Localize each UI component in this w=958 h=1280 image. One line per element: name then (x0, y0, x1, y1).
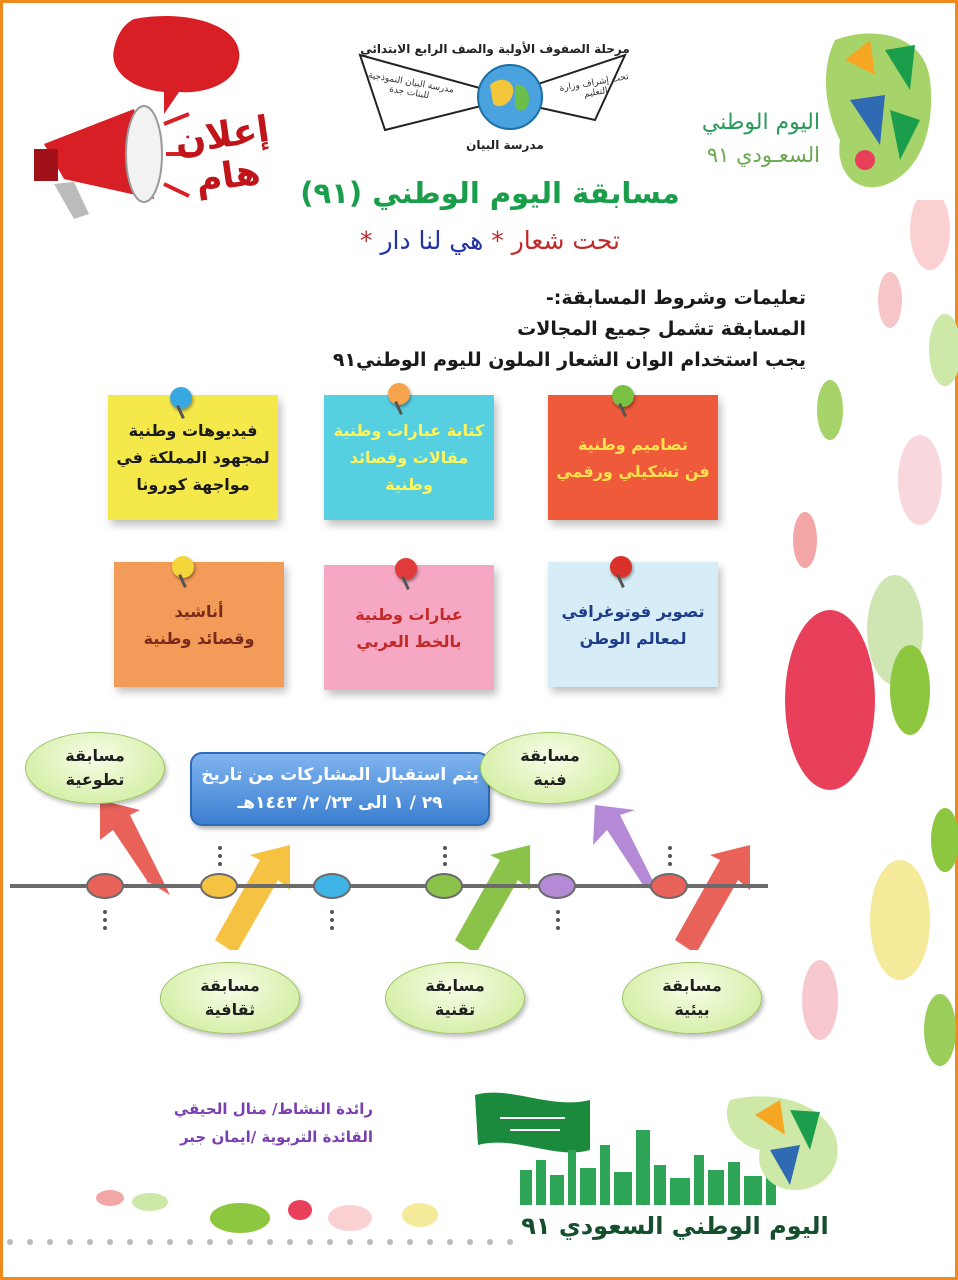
rule-item: يجب استخدام الوان الشعار الملون لليوم الوطني٩١ (332, 349, 806, 371)
pushpin-icon (612, 385, 634, 407)
rules-heading: تعليمات وشروط المسابقة:- (545, 287, 806, 309)
saudi-flag-skyline (470, 1090, 850, 1210)
announcement-label: إعلان هام (172, 108, 273, 202)
pushpin-icon (172, 556, 194, 578)
bubble-environment (622, 962, 762, 1034)
rules-block (246, 283, 806, 376)
bubble-text: مسابقة تقنية (425, 976, 485, 1019)
bubble-text: مسابقة فنية (520, 746, 580, 789)
note-designs (548, 395, 718, 520)
bubble-culture (160, 962, 300, 1034)
timeline-dotted-connectors (0, 840, 780, 935)
national-day-title: اليوم الوطني (701, 110, 820, 135)
note-text: عبارات وطنية بالخط العربي (355, 604, 463, 651)
national-day-subtitle: السعـودي ٩١ (706, 143, 820, 167)
pushpin-icon (170, 387, 192, 409)
slogan-suffix: * (359, 226, 373, 255)
note-videos (108, 395, 278, 520)
school-supervision: تحت إشراف وزارة التعليم (558, 72, 630, 100)
note-text: كتابة عبارات وطنية مقالات وقصائد وطنية (333, 421, 485, 494)
date-line-1: يتم استقبال المشاركات من تاريخ (201, 765, 479, 785)
note-text: تصاميم وطنية فن تشكيلي ورقمي (556, 434, 710, 481)
note-writing (324, 395, 494, 520)
signature-principal: القائدة التربوية /ايمان جبر (179, 1128, 373, 1146)
bubble-volunteer (25, 732, 165, 804)
pushpin-icon (388, 383, 410, 405)
bubble-text: مسابقة بيئية (662, 976, 722, 1019)
rule-item: المسابقة تشمل جميع المجالات (517, 318, 806, 340)
school-subtitle: مدرسة البيان النموذجية للبنات جدة (367, 70, 455, 102)
bottom-decorative-dots (0, 1180, 520, 1260)
note-text: أناشيد وقصائد وطنية (143, 601, 255, 648)
footer-logo-text: اليوم الوطني السعودي ٩١ (521, 1212, 829, 1240)
page-title: مسابقة اليوم الوطني (٩١) (300, 176, 680, 210)
bubble-art (480, 732, 620, 804)
school-name: مدرسة البيان (466, 138, 544, 152)
slogan-main: هي لنا دار (380, 226, 484, 255)
note-songs (114, 562, 284, 687)
note-text: فيديوهات وطنية لمجهود المملكة في مواجهة كورونا (116, 421, 270, 494)
school-stage: مرحلة الصفوف الأولية والصف الرابع الابتدائي (360, 42, 630, 56)
slogan-prefix: تحت شعار * (491, 226, 620, 255)
note-calligraphy (324, 565, 494, 690)
bubble-text: مسابقة ثقافية (200, 976, 260, 1019)
bubble-tech (385, 962, 525, 1034)
pushpin-icon (610, 556, 632, 578)
date-line-2: ٢٩ / ١ الى ٢٣/ ٢/ ١٤٤٣هـ (237, 793, 443, 813)
note-photography (548, 562, 718, 687)
signature-activity-leader: رائدة النشاط/ منال الحيقي (173, 1100, 373, 1118)
national-day-logo (815, 20, 940, 195)
note-text: تصوير فوتوغرافي لمعالم الوطن (561, 601, 705, 648)
pushpin-icon (395, 558, 417, 580)
slogan (300, 226, 680, 255)
bubble-text: مسابقة تطوعية (65, 746, 125, 789)
